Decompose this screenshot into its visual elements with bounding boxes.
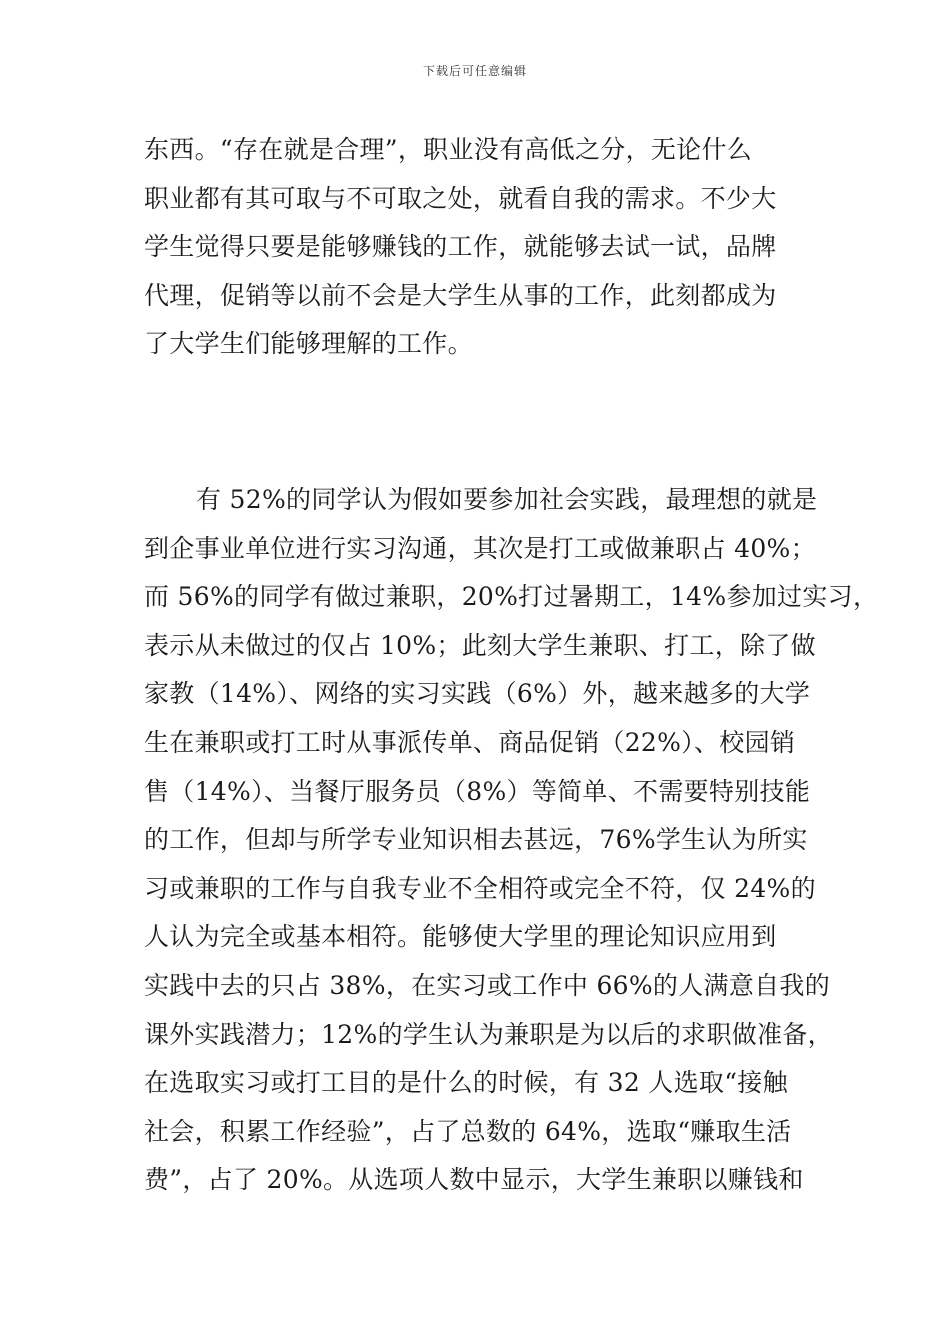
text-line: 东西。“存在就是合理”，职业没有高低之分，无论什么 xyxy=(144,135,753,164)
text-line: 课外实践潜力；12%的学生认为兼职是为以后的求职做准备， xyxy=(144,1019,833,1049)
text-line: 售（14%）、当餐厅服务员（8%）等简单、不需要特别技能 xyxy=(144,776,811,806)
text-line: 习或兼职的工作与自我专业不全相符或完全不符，仅 24%的 xyxy=(144,873,816,903)
text-line: 表示从未做过的仅占 10%；此刻大学生兼职、打工，除了做 xyxy=(144,630,816,660)
text-line: 家教（14%）、网络的实习实践（6%）外，越来越多的大学 xyxy=(144,679,811,709)
text-line: 了大学生们能够理解的工作。 xyxy=(144,329,473,359)
text-line: 职业都有其可取与不可取之处，就看自我的需求。不少大 xyxy=(144,183,777,213)
text-line: 在选取实习或打工目的是什么的时候，有 32 人选取“接触 xyxy=(144,1068,788,1098)
page-header: 下载后可任意编辑 xyxy=(422,64,527,78)
text-line: 生在兼职或打工时从事派传单、商品促销（22%）、校园销 xyxy=(144,727,796,757)
text-line: 实践中去的只占 38%，在实习或工作中 66%的人满意自我的 xyxy=(144,970,831,1000)
paragraph-1 xyxy=(144,126,810,369)
text-line: 社会，积累工作经验”，占了总数的 64%，选取“赚取生活 xyxy=(144,1116,792,1146)
text-line: 人认为完全或基本相符。能够使大学里的理论知识应用到 xyxy=(144,922,777,952)
text-line: 代理，促销等以前不会是大学生从事的工作，此刻都成为 xyxy=(144,280,777,310)
text-line-first-indented: 有 52%的同学认为假如要参加社会实践，最理想的就是 xyxy=(196,485,818,514)
text-line: 而 56%的同学有做过兼职，20%打过暑期工，14%参加过实习， xyxy=(144,582,879,612)
paragraph-2 xyxy=(144,476,879,1205)
text-line: 的工作，但却与所学专业知识相去甚远，76%学生认为所实 xyxy=(144,825,808,855)
text-line: 到企事业单位进行实习沟通，其次是打工或做兼职占 40%； xyxy=(144,533,816,563)
text-line: 费”，占了 20%。从选项人数中显示，大学生兼职以赚钱和 xyxy=(144,1165,804,1195)
text-line: 学生觉得只要是能够赚钱的工作，就能够去试一试，品牌 xyxy=(144,232,777,262)
